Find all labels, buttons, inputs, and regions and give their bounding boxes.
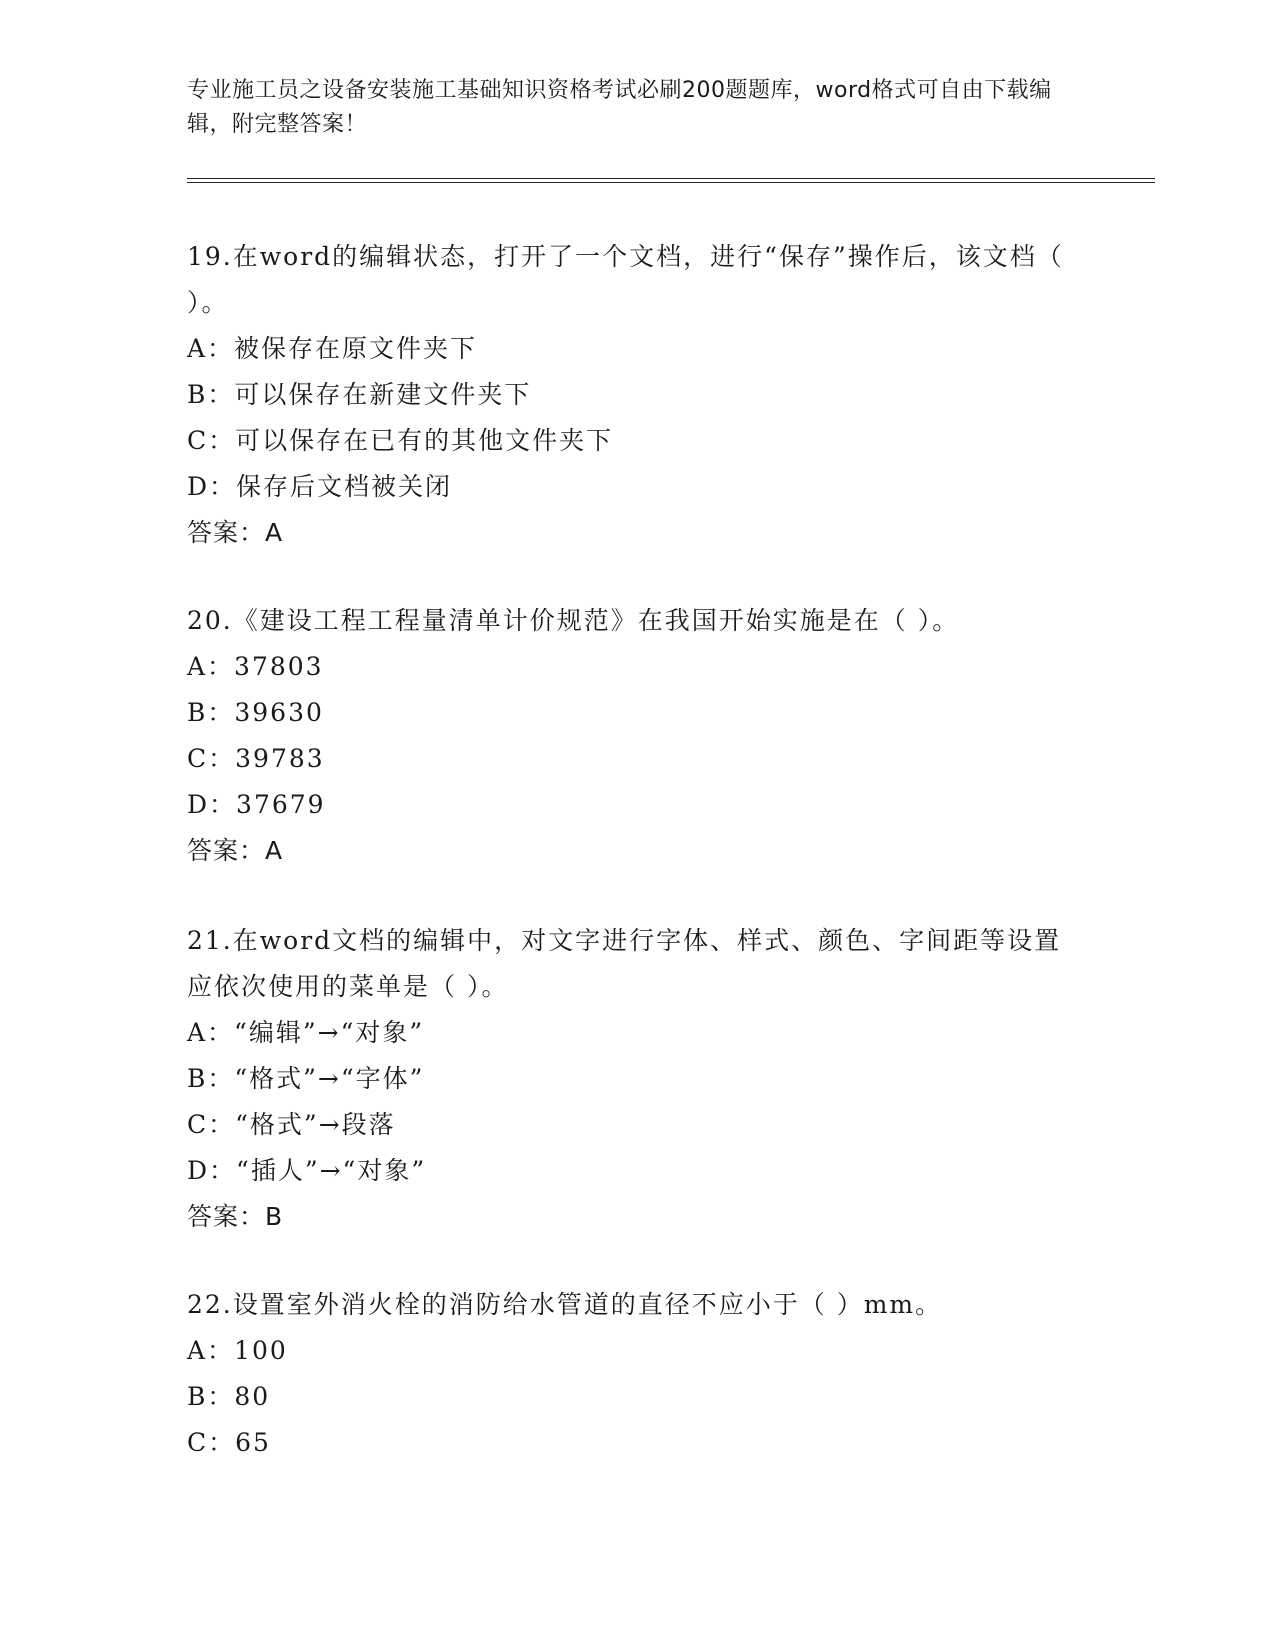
option-c: C：可以保存在已有的其他文件夹下 <box>187 426 614 455</box>
question-21 <box>187 918 1087 1240</box>
answer: 答案：A <box>187 518 284 547</box>
option-b: B：80 <box>187 1382 271 1411</box>
question-text: 21.在word文档的编辑中，对文字进行字体、样式、颜色、字间距等设置应依次使用的菜单是（ ）。 <box>187 926 1062 1001</box>
option-d: D：“插人”→“对象” <box>187 1156 427 1185</box>
question-text: 22.设置室外消火栓的消防给水管道的直径不应小于（ ）mm。 <box>187 1290 943 1319</box>
header-divider-bottom <box>187 182 1155 183</box>
question-text: 19.在word的编辑状态，打开了一个文档，进行“保存”操作后，该文档（ ）。 <box>187 242 1064 317</box>
option-a: A：37803 <box>187 652 324 681</box>
document-header: 专业施工员之设备安装施工基础知识资格考试必刷200题题库，word格式可自由下载编辑，附完整答案！ <box>187 78 1052 137</box>
question-19 <box>187 234 1087 556</box>
option-b: B：可以保存在新建文件夹下 <box>187 380 532 409</box>
option-a: A：“编辑”→“对象” <box>187 1018 425 1047</box>
option-b: B：“格式”→“字体” <box>187 1064 425 1093</box>
option-c: C：65 <box>187 1428 271 1457</box>
question-22 <box>187 1282 1087 1466</box>
option-b: B：39630 <box>187 698 324 727</box>
answer: 答案：B <box>187 1202 284 1231</box>
header-divider-top <box>187 178 1155 179</box>
option-c: C：39783 <box>187 744 325 773</box>
answer: 答案：A <box>187 836 284 865</box>
option-d: D：37679 <box>187 790 326 819</box>
option-c: C：“格式”→段落 <box>187 1110 396 1139</box>
option-d: D：保存后文档被关闭 <box>187 472 453 501</box>
option-a: A：100 <box>187 1336 288 1365</box>
question-text: 20.《建设工程工程量清单计价规范》在我国开始实施是在（ ）。 <box>187 606 960 635</box>
option-a: A：被保存在原文件夹下 <box>187 334 478 363</box>
question-20 <box>187 598 1087 874</box>
